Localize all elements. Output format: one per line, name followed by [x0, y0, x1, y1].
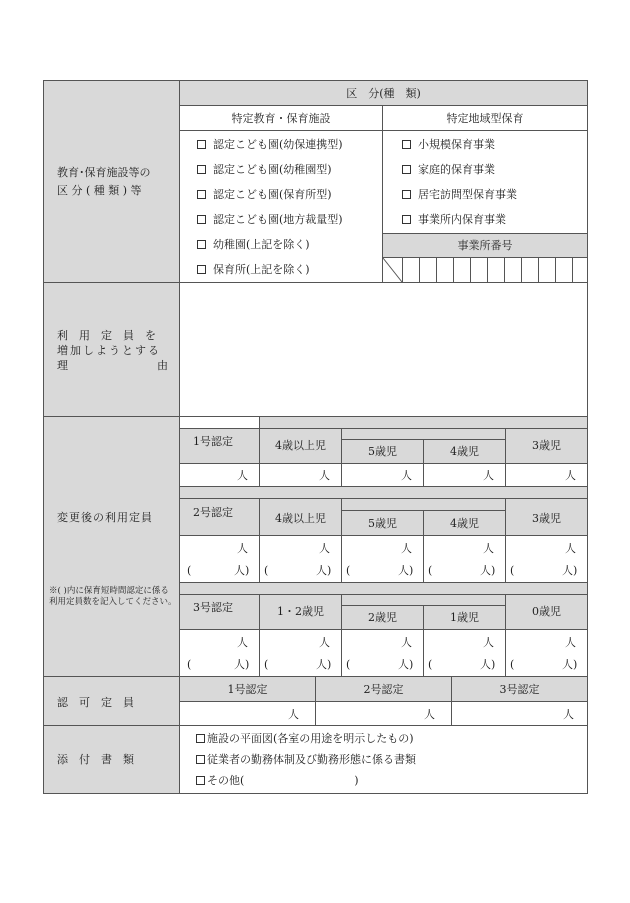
checkbox-icon[interactable] [196, 755, 205, 764]
g2-c1: 4歳以上児 [275, 512, 326, 525]
approved-unit-2: 人 [424, 708, 435, 721]
checkbox-icon[interactable] [197, 140, 206, 149]
g3-unit-2: 人 [401, 636, 412, 649]
g1-unit-0: 人 [237, 469, 248, 482]
option-ninteikodomoen-yochien[interactable]: 認定こども園(幼稚園型) [197, 164, 332, 175]
regional-childcare-header: 特定地域型保育 [446, 112, 524, 125]
g1-c1: 4歳以上児 [275, 439, 326, 452]
g3-paren-close-4: 人) [562, 658, 578, 671]
checkbox-icon[interactable] [196, 776, 205, 785]
office-number-grid [382, 257, 588, 283]
option-hoikusho[interactable]: 保育所(上記を除く) [197, 264, 310, 275]
g1-c2: 5歳児 [368, 445, 397, 458]
g2-unit-4: 人 [565, 542, 576, 555]
g2-paren-close-0: 人) [234, 564, 250, 577]
g3-paren-open-4: ( [510, 658, 515, 671]
g3-paren-open-2: ( [346, 658, 351, 671]
approved-capacity-label: 認 可 定 員 [57, 696, 134, 709]
option-ninteikodomoen-hoikusho[interactable]: 認定こども園(保育所型) [197, 189, 332, 200]
g2-unit-1: 人 [319, 542, 330, 555]
digit-dividers [403, 257, 573, 283]
g1-unit-4: 人 [565, 469, 576, 482]
g2-c2: 5歳児 [368, 517, 397, 530]
category-header: 区 分(種 類) [346, 87, 421, 100]
new-capacity-label: 変更後の利用定員 [57, 511, 153, 524]
option-workplace-childcare[interactable]: 事業所内保育事業 [402, 214, 506, 225]
g2-paren-close-3: 人) [480, 564, 496, 577]
approved-h3: 3号認定 [499, 683, 540, 696]
g3-paren-open-0: ( [187, 658, 192, 671]
g3-c1: 1・2歳児 [277, 605, 324, 618]
facility-category-label-cell [43, 80, 180, 283]
g2-paren-open-1: ( [264, 564, 269, 577]
g2-paren-close-1: 人) [316, 564, 332, 577]
g3-paren-close-0: 人) [234, 658, 250, 671]
g3-unit-1: 人 [319, 636, 330, 649]
facility-category-label-line2: 区 分 ( 種 類 ) 等 [57, 184, 142, 197]
g3-unit-4: 人 [565, 636, 576, 649]
checkbox-icon[interactable] [402, 215, 411, 224]
g1-unit-3: 人 [483, 469, 494, 482]
reason-label-line3a: 理 [57, 359, 68, 372]
g2-paren-open-2: ( [346, 564, 351, 577]
attachment-other[interactable]: その他( ) [196, 775, 359, 786]
checkbox-icon[interactable] [197, 265, 206, 274]
g2-unit-3: 人 [483, 542, 494, 555]
facility-category-label-line1: 教育･保育施設等の [57, 166, 151, 179]
g1-c3: 4歳児 [450, 445, 479, 458]
option-ninteikodomoen-yohorenkei[interactable]: 認定こども園(幼保連携型) [197, 139, 343, 150]
g2-paren-open-3: ( [428, 564, 433, 577]
attachments-label: 添 付 書 類 [57, 753, 134, 766]
g2-title: 2号認定 [193, 506, 233, 519]
option-small-scale-childcare[interactable]: 小規模保育事業 [402, 139, 495, 150]
g2-c3: 4歳児 [450, 517, 479, 530]
attachment-floor-plan[interactable]: 施設の平面図(各室の用途を明示したもの) [196, 733, 414, 744]
g1-title: 1号認定 [193, 435, 233, 448]
office-number-header: 事業所番号 [457, 239, 513, 252]
g2-paren-open-4: ( [510, 564, 515, 577]
g3-c2: 2歳児 [368, 611, 397, 624]
g2-unit-0: 人 [237, 542, 248, 555]
g1-unit-2: 人 [401, 469, 412, 482]
g3-c4: 0歳児 [532, 605, 561, 618]
checkbox-icon[interactable] [196, 734, 205, 743]
g3-paren-close-1: 人) [316, 658, 332, 671]
new-capacity-label-cell [43, 416, 180, 677]
approved-h1: 1号認定 [227, 683, 268, 696]
g2-paren-close-4: 人) [562, 564, 578, 577]
g3-paren-open-3: ( [428, 658, 433, 671]
checkbox-icon[interactable] [402, 190, 411, 199]
g3-unit-3: 人 [483, 636, 494, 649]
checkbox-icon[interactable] [197, 240, 206, 249]
g3-c3: 1歳児 [450, 611, 479, 624]
approved-unit-1: 人 [288, 708, 299, 721]
short-hours-note: ※( )内に保育短時間認定に係る利用定員数を記入してください。 [49, 586, 177, 607]
option-home-childcare[interactable]: 家庭的保育事業 [402, 164, 495, 175]
g2-paren-close-2: 人) [398, 564, 414, 577]
checkbox-icon[interactable] [402, 165, 411, 174]
reason-label-line3b: 由 [157, 359, 168, 372]
g1-unit-1: 人 [319, 469, 330, 482]
option-ninteikodomoen-chihosairyo[interactable]: 認定こども園(地方裁量型) [197, 214, 343, 225]
option-yochien[interactable]: 幼稚園(上記を除く) [197, 239, 310, 250]
reason-label-line1: 利 用 定 員 を [57, 329, 156, 342]
g2-c4: 3歳児 [532, 512, 561, 525]
g2-unit-2: 人 [401, 542, 412, 555]
checkbox-icon[interactable] [197, 215, 206, 224]
attachment-staff-schedule[interactable]: 従業者の勤務体制及び勤務形態に係る書類 [196, 754, 416, 765]
g3-unit-0: 人 [237, 636, 248, 649]
checkbox-icon[interactable] [197, 190, 206, 199]
left-options-cell [179, 130, 383, 283]
approved-h2: 2号認定 [363, 683, 404, 696]
g3-paren-close-3: 人) [480, 658, 496, 671]
option-home-visit-childcare[interactable]: 居宅訪問型保育事業 [402, 189, 517, 200]
approved-unit-3: 人 [563, 708, 574, 721]
g1-c4: 3歳児 [532, 439, 561, 452]
reason-label-line2: 増加しようとする [57, 344, 161, 357]
specified-education-header: 特定教育・保育施設 [231, 112, 331, 125]
reason-input-area[interactable] [179, 282, 588, 417]
checkbox-icon[interactable] [197, 165, 206, 174]
g3-paren-open-1: ( [264, 658, 269, 671]
checkbox-icon[interactable] [402, 140, 411, 149]
g2-paren-open-0: ( [187, 564, 192, 577]
g3-title: 3号認定 [193, 601, 233, 614]
g3-paren-close-2: 人) [398, 658, 414, 671]
